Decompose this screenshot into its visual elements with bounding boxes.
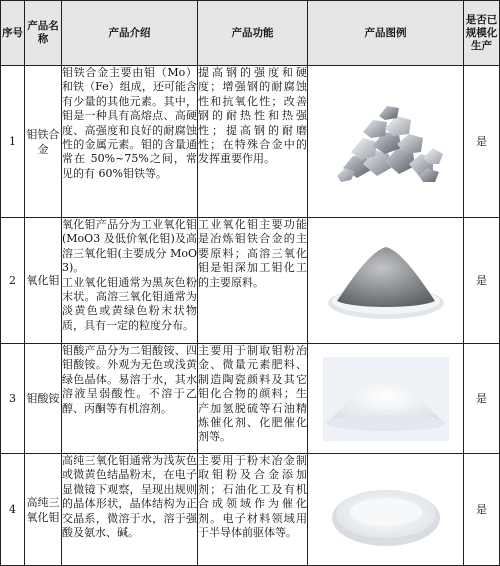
table-row	[1, 218, 500, 344]
white-powder-bowl-image	[323, 466, 449, 554]
row-func: 主要用于制取钼粉冶金、微量元素肥料、制造陶瓷颜料及其它钼化合物的颜料；生产加氢脱硫等石油精炼催化剂、化肥催化剂等。	[198, 344, 308, 454]
header-img: 产品图例	[308, 1, 464, 66]
row-no: 3	[1, 344, 25, 454]
row-no: 2	[1, 218, 25, 344]
intro-line: 工业氧化钼通常为黑灰色粉末状。高溶三氧化钼通常为淡黄色或黄绿色粉末状物质，具有一定的粒度分布。	[62, 275, 197, 332]
header-row	[1, 1, 500, 66]
row-name: 钼酸铵	[25, 344, 62, 454]
table-row	[1, 66, 500, 218]
gray-powder-plate-image	[323, 237, 449, 325]
row-mass: 是	[464, 66, 500, 218]
row-image-cell	[308, 344, 464, 454]
row-intro: 高纯三氧化钼通常为浅灰色或微黄色结晶粉末，在电子显微镜下观察，呈现出规则的晶体形状，晶体结构为正交晶系，微溶于水，溶于强酸及氨水、碱。	[62, 454, 198, 566]
header-mass: 是否已规模化生产	[464, 1, 500, 66]
row-intro: 钼酸产品分为二钼酸铵、四钼酸铵。外观为无色或浅黄绿色晶体。易溶于水，其水溶液呈弱酸性。不溶于乙醇、丙酮等有机溶剂。	[62, 344, 198, 454]
header-no: 序号	[1, 1, 25, 66]
row-mass: 是	[464, 218, 500, 344]
row-name: 氧化钼	[25, 218, 62, 344]
row-image-cell	[308, 66, 464, 218]
row-mass: 是	[464, 344, 500, 454]
row-func: 主要用于粉末冶金制取钼粉及合金添加剂；石油化工及有机合成领域作为催化剂。电子材料领域用于半导体前驱体等。	[198, 454, 308, 566]
row-image-cell	[308, 454, 464, 566]
row-no: 1	[1, 66, 25, 218]
row-no: 4	[1, 454, 25, 566]
row-mass: 是	[464, 454, 500, 566]
white-powder-pile-image	[323, 357, 449, 441]
header-func: 产品功能	[198, 1, 308, 66]
row-intro	[62, 218, 198, 344]
row-name: 钼铁合金	[25, 66, 62, 218]
row-name: 高纯三氧化钼	[25, 454, 62, 566]
ferromolybdenum-lumps-image	[323, 98, 449, 186]
header-intro: 产品介绍	[62, 1, 198, 66]
row-intro: 钼铁合金主要由钼（Mo）和铁（Fe）组成，还可能含有少量的其他元素。其中，钼是一种具有高熔点、高硬度、高强度和良好的耐腐蚀性的金属元素。钼的含量通常在 50%~75%之间，常见的有 60%钼铁等。	[62, 66, 198, 218]
row-image-cell	[308, 218, 464, 344]
intro-line: 氧化钼产品分为工业氧化钼(MoO3 及低价氧化钼)及高溶三氧化钼(主要成分 MoO3)。	[62, 218, 197, 275]
row-func: 工业氧化钼主要功能是冶炼钼铁合金的主要原料；高溶三氧化钼是钼深加工钼化工的主要原料。	[198, 218, 308, 344]
table-row	[1, 344, 500, 454]
header-name: 产品名称	[25, 1, 62, 66]
table-row	[1, 454, 500, 566]
row-func: 提高钢的强度和硬度；增强钢的耐腐蚀性和抗氧化性；改善钢的耐热性和热强性；提高钢的耐磨性；在特殊合金中的发挥重要作用。	[198, 66, 308, 218]
